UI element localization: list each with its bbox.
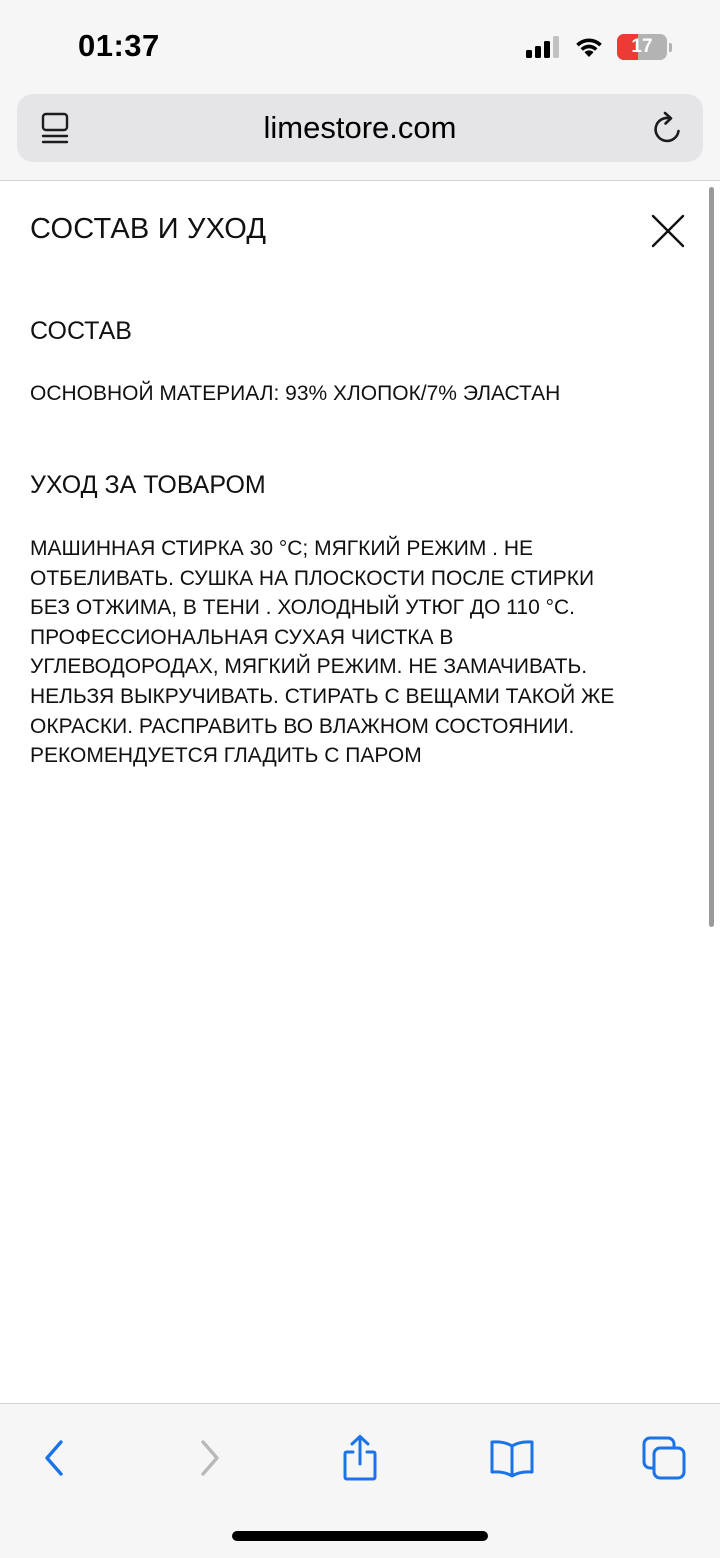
care-text-line: УГЛЕВОДОРОДАХ, МЯГКИЙ РЕЖИМ. НЕ ЗАМАЧИВАТЬ. — [30, 655, 588, 679]
care-text — [30, 534, 680, 771]
back-button[interactable] — [24, 1430, 84, 1486]
care-text-line: ОТБЕЛИВАТЬ. СУШКА НА ПЛОСКОСТИ ПОСЛЕ СТИРКИ — [30, 566, 595, 590]
status-time: 01:37 — [78, 28, 160, 63]
forward-icon[interactable] — [195, 1438, 225, 1478]
battery-cap — [669, 43, 672, 52]
scrollbar[interactable] — [709, 187, 714, 927]
modal-title: СОСТАВ И УХОД — [30, 213, 267, 245]
address-bar[interactable] — [17, 94, 703, 162]
wifi-icon — [573, 35, 605, 59]
forward-button[interactable] — [180, 1430, 240, 1486]
home-indicator[interactable] — [232, 1531, 488, 1541]
composition-text: ОСНОВНОЙ МАТЕРИАЛ: 93% ХЛОПОК/7% ЭЛАСТАН — [30, 382, 561, 405]
tabs-button[interactable] — [634, 1430, 694, 1486]
close-icon[interactable] — [650, 213, 686, 249]
care-text-line: РЕКОМЕНДУЕТСЯ ГЛАДИТЬ С ПАРОМ — [30, 744, 422, 768]
care-text-line: ПРОФЕССИОНАЛЬНАЯ СУХАЯ ЧИСТКА В — [30, 625, 454, 649]
status-bar — [0, 0, 720, 92]
back-icon[interactable] — [39, 1438, 69, 1478]
composition-care-modal — [0, 181, 720, 1403]
reload-icon[interactable] — [651, 110, 685, 146]
url-text[interactable]: limestore.com — [263, 110, 457, 145]
tabs-icon[interactable] — [641, 1435, 687, 1481]
composition-heading: СОСТАВ — [30, 317, 132, 345]
care-text-line: БЕЗ ОТЖИМА, В ТЕНИ . ХОЛОДНЫЙ УТЮГ ДО 110 °C. — [30, 596, 575, 620]
care-text-line: МАШИННАЯ СТИРКА 30 °C; МЯГКИЙ РЕЖИМ . НЕ — [30, 537, 534, 560]
care-text-line: ОКРАСКИ. РАСПРАВИТЬ ВО ВЛАЖНОМ СОСТОЯНИИ. — [30, 714, 575, 738]
care-heading: УХОД ЗА ТОВАРОМ — [30, 471, 266, 499]
cellular-signal-icon — [525, 35, 561, 59]
share-button[interactable] — [330, 1430, 390, 1486]
battery-icon — [617, 34, 667, 60]
share-icon[interactable] — [340, 1434, 380, 1482]
browser-top-bar — [0, 92, 720, 181]
battery-level: 17 — [631, 36, 653, 57]
status-icons — [525, 32, 672, 62]
bookmarks-icon[interactable] — [488, 1438, 536, 1478]
browser-toolbar — [0, 1403, 720, 1558]
bookmarks-button[interactable] — [482, 1430, 542, 1486]
care-text-line: НЕЛЬЗЯ ВЫКРУЧИВАТЬ. СТИРАТЬ С ВЕЩАМИ ТАКОЙ ЖЕ — [30, 684, 615, 708]
